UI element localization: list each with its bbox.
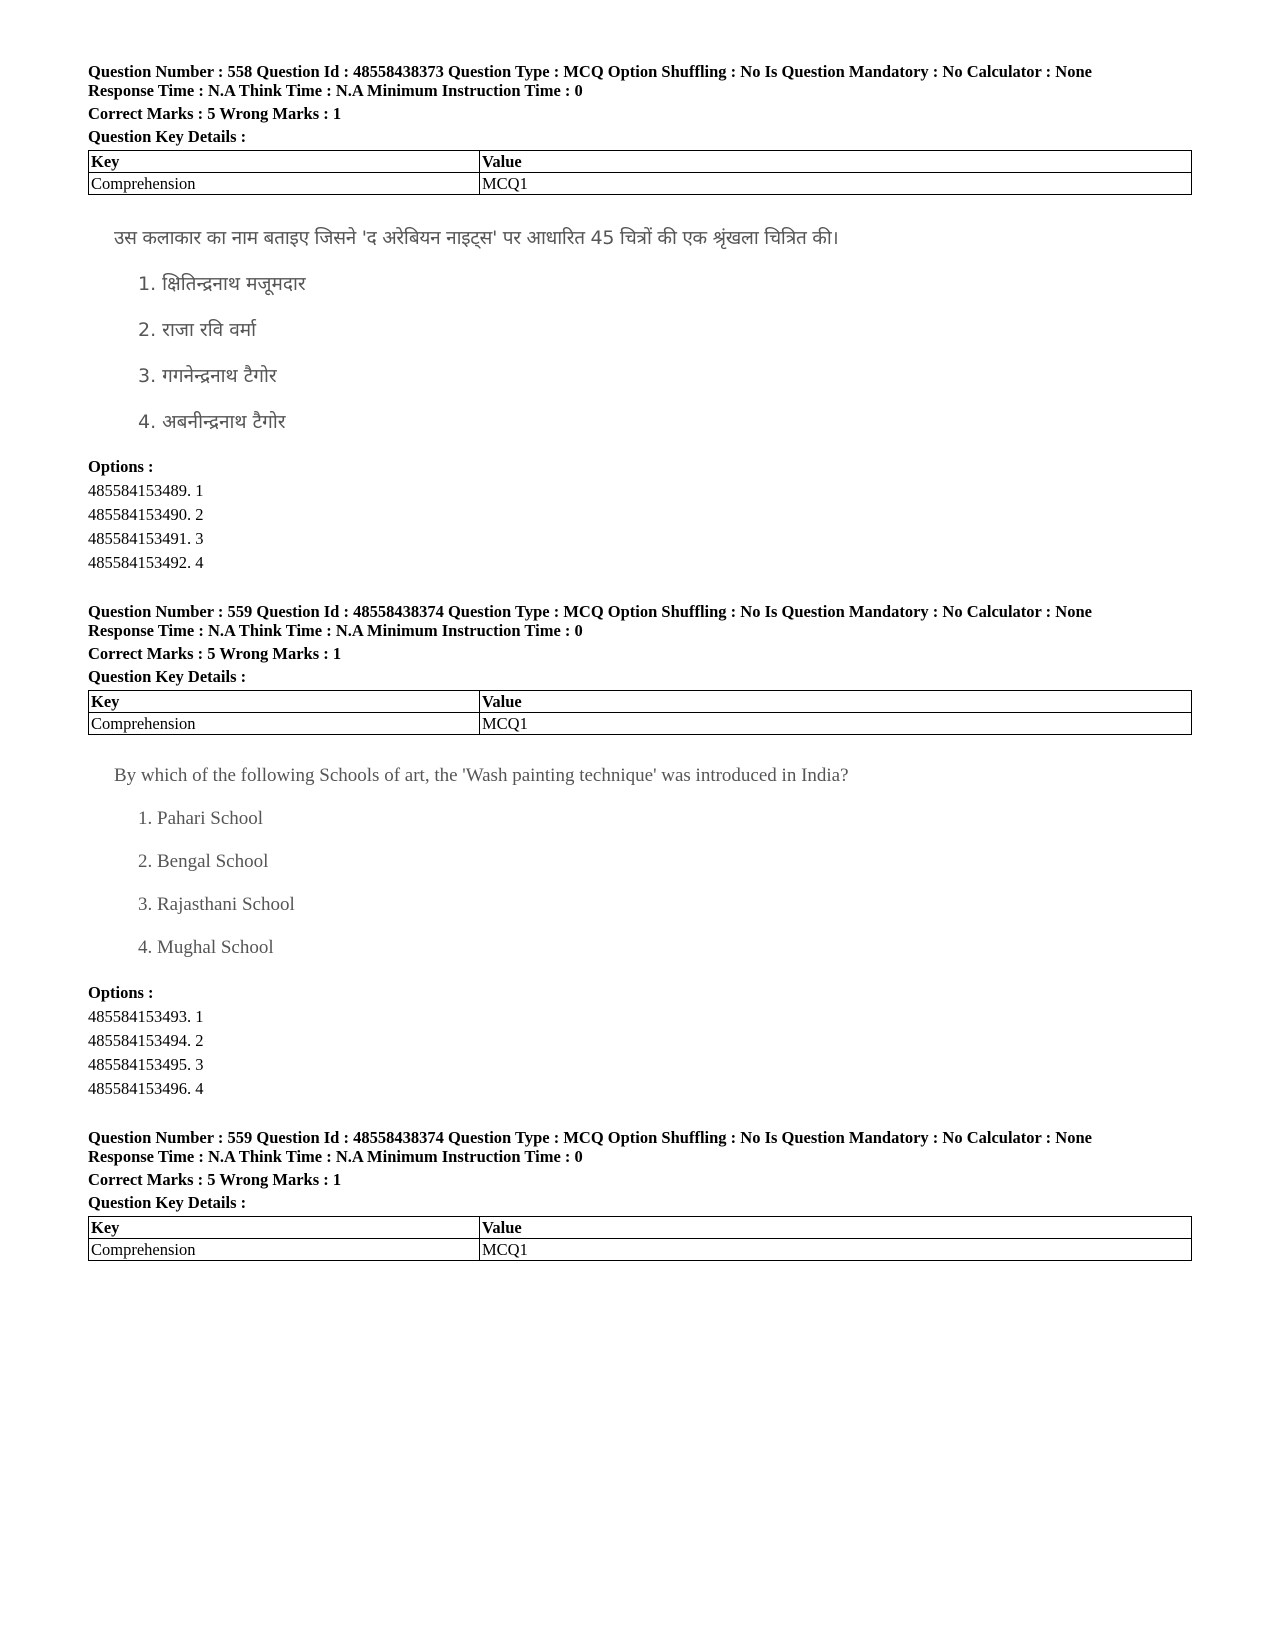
table-header-row bbox=[89, 1217, 1192, 1239]
choice-item: 1. क्षितिन्द्रनाथ मजूमदार bbox=[138, 273, 306, 295]
key-header: Key bbox=[89, 1217, 480, 1239]
question-key-table bbox=[88, 690, 1192, 735]
options-label: Options : bbox=[88, 983, 154, 1002]
table-row bbox=[89, 713, 1192, 735]
question-timing: Response Time : N.A Think Time : N.A Minimum Instruction Time : 0 bbox=[88, 621, 583, 640]
value-cell: MCQ1 bbox=[480, 713, 1192, 735]
key-header: Key bbox=[89, 691, 480, 713]
question-marks: Correct Marks : 5 Wrong Marks : 1 bbox=[88, 1170, 342, 1189]
value-cell: MCQ1 bbox=[480, 173, 1192, 195]
question-key-details-label: Question Key Details : bbox=[88, 127, 247, 146]
choice-item: 1. Pahari School bbox=[138, 808, 264, 829]
value-header: Value bbox=[480, 151, 1192, 173]
table-row bbox=[89, 1239, 1192, 1261]
question-key-table bbox=[88, 150, 1192, 195]
choice-item: 2. राजा रवि वर्मा bbox=[138, 319, 257, 341]
value-cell: MCQ1 bbox=[480, 1239, 1192, 1261]
question-text: By which of the following Schools of art, the 'Wash painting technique' was introduced in India? bbox=[114, 765, 849, 786]
question-header: Question Number : 559 Question Id : 48558438374 Question Type : MCQ Option Shuffling : No Is Question Mandatory : No Calculator : None bbox=[88, 1128, 1092, 1147]
question-block-559-repeat bbox=[88, 1128, 1192, 1261]
key-cell: Comprehension bbox=[89, 173, 480, 195]
question-image bbox=[114, 225, 1192, 435]
table-header-row bbox=[89, 691, 1192, 713]
key-header: Key bbox=[89, 151, 480, 173]
option-line: 485584153489. 1 bbox=[88, 481, 204, 500]
option-line: 485584153490. 2 bbox=[88, 505, 204, 524]
question-image bbox=[114, 763, 1192, 961]
value-header: Value bbox=[480, 1217, 1192, 1239]
choice-item: 3. गगनेन्द्रनाथ टैगोर bbox=[138, 365, 277, 387]
question-text: उस कलाकार का नाम बताइए जिसने 'द अरेबियन नाइट्स' पर आधारित 45 चित्रों की एक श्रृंखला चित्रित की। bbox=[114, 227, 839, 249]
table-row bbox=[89, 173, 1192, 195]
options-label: Options : bbox=[88, 457, 154, 476]
option-line: 485584153492. 4 bbox=[88, 553, 204, 572]
question-timing: Response Time : N.A Think Time : N.A Minimum Instruction Time : 0 bbox=[88, 1147, 583, 1166]
choice-item: 2. Bengal School bbox=[138, 851, 269, 872]
question-key-details-label: Question Key Details : bbox=[88, 1193, 247, 1212]
question-block-558 bbox=[88, 62, 1192, 575]
choice-item: 3. Rajasthani School bbox=[138, 894, 295, 915]
option-line: 485584153494. 2 bbox=[88, 1031, 204, 1050]
question-marks: Correct Marks : 5 Wrong Marks : 1 bbox=[88, 104, 342, 123]
question-marks: Correct Marks : 5 Wrong Marks : 1 bbox=[88, 644, 342, 663]
option-line: 485584153495. 3 bbox=[88, 1055, 204, 1074]
question-key-details-label: Question Key Details : bbox=[88, 667, 247, 686]
value-header: Value bbox=[480, 691, 1192, 713]
question-header: Question Number : 559 Question Id : 48558438374 Question Type : MCQ Option Shuffling : No Is Question Mandatory : No Calculator : None bbox=[88, 602, 1092, 621]
option-line: 485584153496. 4 bbox=[88, 1079, 204, 1098]
question-key-table bbox=[88, 1216, 1192, 1261]
option-line: 485584153491. 3 bbox=[88, 529, 204, 548]
table-header-row bbox=[89, 151, 1192, 173]
question-timing: Response Time : N.A Think Time : N.A Minimum Instruction Time : 0 bbox=[88, 81, 583, 100]
key-cell: Comprehension bbox=[89, 713, 480, 735]
option-line: 485584153493. 1 bbox=[88, 1007, 204, 1026]
choice-item: 4. Mughal School bbox=[138, 937, 274, 958]
key-cell: Comprehension bbox=[89, 1239, 480, 1261]
choice-item: 4. अबनीन्द्रनाथ टैगोर bbox=[138, 411, 286, 433]
question-header: Question Number : 558 Question Id : 48558438373 Question Type : MCQ Option Shuffling : No Is Question Mandatory : No Calculator : None bbox=[88, 62, 1092, 81]
question-block-559 bbox=[88, 602, 1192, 1101]
